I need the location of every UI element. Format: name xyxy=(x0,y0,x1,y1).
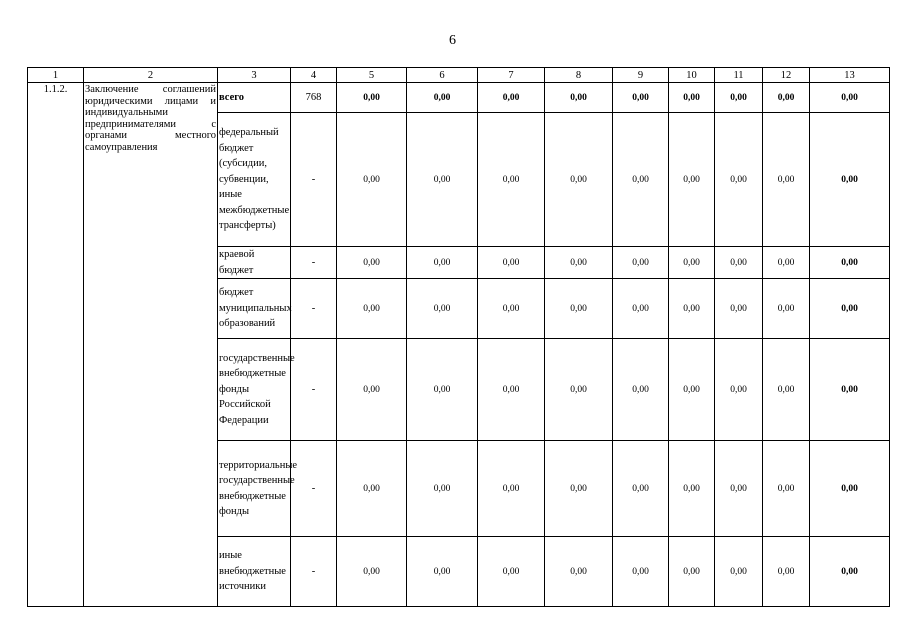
amount-cell: 0,00 xyxy=(763,441,810,537)
header-row xyxy=(28,68,890,83)
header-cell: 10 xyxy=(669,68,715,83)
amount-cell: 0,00 xyxy=(669,247,715,279)
amount-cell: 0,00 xyxy=(613,279,669,339)
funding-source: всего xyxy=(218,83,291,113)
amount-cell: 0,00 xyxy=(407,537,478,607)
page-number: 6 xyxy=(449,33,456,48)
table-row xyxy=(28,83,890,113)
col4-value: 768 xyxy=(291,83,337,113)
amount-cell: 0,00 xyxy=(810,247,890,279)
amount-cell: 0,00 xyxy=(545,113,613,247)
amount-cell: 0,00 xyxy=(613,247,669,279)
row-code: 1.1.2. xyxy=(28,83,84,607)
amount-cell: 0,00 xyxy=(613,537,669,607)
header-cell: 9 xyxy=(613,68,669,83)
col4-value: - xyxy=(291,339,337,441)
amount-cell: 0,00 xyxy=(478,339,545,441)
amount-cell: 0,00 xyxy=(810,441,890,537)
amount-cell: 0,00 xyxy=(407,113,478,247)
amount-cell: 0,00 xyxy=(613,441,669,537)
amount-cell: 0,00 xyxy=(478,113,545,247)
header-cell: 4 xyxy=(291,68,337,83)
amount-cell: 0,00 xyxy=(669,113,715,247)
amount-cell: 0,00 xyxy=(337,279,407,339)
amount-cell: 0,00 xyxy=(545,247,613,279)
amount-cell: 0,00 xyxy=(337,247,407,279)
amount-cell: 0,00 xyxy=(407,441,478,537)
amount-cell: 0,00 xyxy=(763,83,810,113)
amount-cell: 0,00 xyxy=(478,83,545,113)
col4-value: - xyxy=(291,247,337,279)
amount-cell: 0,00 xyxy=(478,441,545,537)
row-description: Заключение соглашений юридическими лицами и индивидуальными предпринимателями с органами местного самоуправления xyxy=(84,83,218,607)
amount-cell: 0,00 xyxy=(613,113,669,247)
funding-source: территориальные государственные внебюджетные фонды xyxy=(218,441,291,537)
amount-cell: 0,00 xyxy=(715,113,763,247)
amount-cell: 0,00 xyxy=(545,441,613,537)
amount-cell: 0,00 xyxy=(478,279,545,339)
amount-cell: 0,00 xyxy=(545,279,613,339)
amount-cell: 0,00 xyxy=(763,279,810,339)
budget-table xyxy=(27,67,890,607)
header-cell: 5 xyxy=(337,68,407,83)
amount-cell: 0,00 xyxy=(407,247,478,279)
funding-source: краевой бюджет xyxy=(218,247,291,279)
amount-cell: 0,00 xyxy=(337,113,407,247)
funding-source: федеральный бюджет (субсидии, субвенции, иные межбюджетные трансферты) xyxy=(218,113,291,247)
table-body xyxy=(28,68,890,607)
amount-cell: 0,00 xyxy=(407,83,478,113)
header-cell: 2 xyxy=(84,68,218,83)
amount-cell: 0,00 xyxy=(715,279,763,339)
amount-cell: 0,00 xyxy=(715,441,763,537)
amount-cell: 0,00 xyxy=(337,83,407,113)
amount-cell: 0,00 xyxy=(715,537,763,607)
amount-cell: 0,00 xyxy=(715,247,763,279)
amount-cell: 0,00 xyxy=(715,339,763,441)
amount-cell: 0,00 xyxy=(763,247,810,279)
header-cell: 8 xyxy=(545,68,613,83)
header-cell: 6 xyxy=(407,68,478,83)
header-cell: 12 xyxy=(763,68,810,83)
amount-cell: 0,00 xyxy=(337,339,407,441)
amount-cell: 0,00 xyxy=(407,339,478,441)
amount-cell: 0,00 xyxy=(763,537,810,607)
amount-cell: 0,00 xyxy=(478,247,545,279)
header-cell: 13 xyxy=(810,68,890,83)
col4-value: - xyxy=(291,441,337,537)
col4-value: - xyxy=(291,537,337,607)
amount-cell: 0,00 xyxy=(669,279,715,339)
amount-cell: 0,00 xyxy=(669,441,715,537)
amount-cell: 0,00 xyxy=(478,537,545,607)
header-cell: 7 xyxy=(478,68,545,83)
funding-source: иные внебюджетные источники xyxy=(218,537,291,607)
amount-cell: 0,00 xyxy=(407,279,478,339)
funding-source: бюджет муниципальных образований xyxy=(218,279,291,339)
amount-cell: 0,00 xyxy=(669,339,715,441)
amount-cell: 0,00 xyxy=(613,83,669,113)
amount-cell: 0,00 xyxy=(810,279,890,339)
header-cell: 1 xyxy=(28,68,84,83)
amount-cell: 0,00 xyxy=(810,113,890,247)
amount-cell: 0,00 xyxy=(669,537,715,607)
col4-value: - xyxy=(291,113,337,247)
amount-cell: 0,00 xyxy=(669,83,715,113)
amount-cell: 0,00 xyxy=(810,537,890,607)
amount-cell: 0,00 xyxy=(810,83,890,113)
amount-cell: 0,00 xyxy=(545,537,613,607)
amount-cell: 0,00 xyxy=(810,339,890,441)
amount-cell: 0,00 xyxy=(763,113,810,247)
header-cell: 3 xyxy=(218,68,291,83)
amount-cell: 0,00 xyxy=(545,83,613,113)
amount-cell: 0,00 xyxy=(337,441,407,537)
funding-source: государственные внебюджетные фонды Российской Федерации xyxy=(218,339,291,441)
amount-cell: 0,00 xyxy=(337,537,407,607)
header-cell: 11 xyxy=(715,68,763,83)
col4-value: - xyxy=(291,279,337,339)
amount-cell: 0,00 xyxy=(545,339,613,441)
amount-cell: 0,00 xyxy=(715,83,763,113)
amount-cell: 0,00 xyxy=(613,339,669,441)
amount-cell: 0,00 xyxy=(763,339,810,441)
